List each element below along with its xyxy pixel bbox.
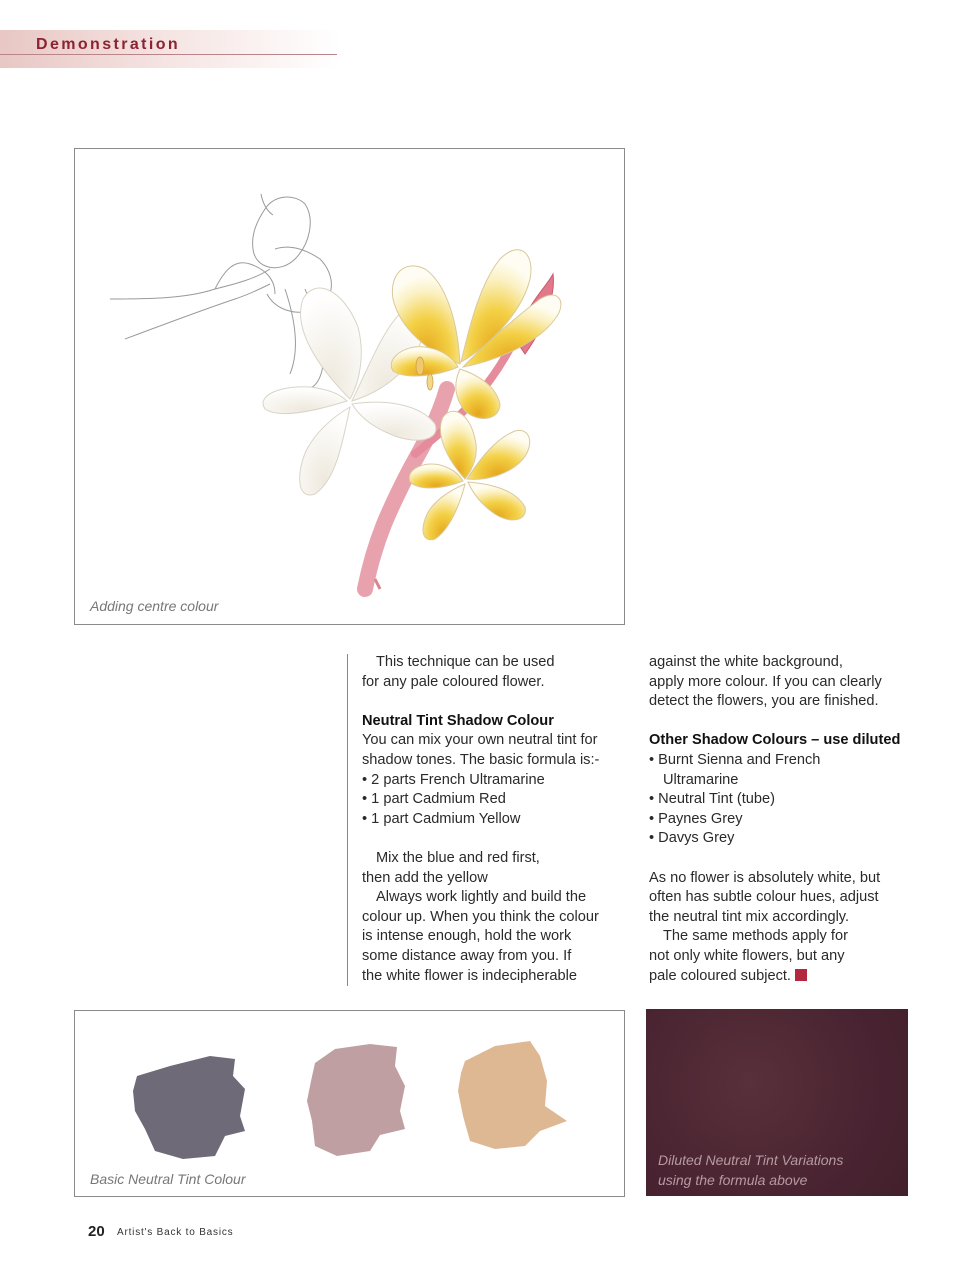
column-divider [347,654,348,986]
section-label: Demonstration [36,36,181,53]
section-header-rule [0,54,337,55]
paragraph-gap [362,692,632,712]
list-item: • Davys Grey [649,830,735,847]
text-column-right [649,653,919,986]
paragraph-line: the neutral tint mix accordingly. [649,908,850,925]
diluted-tint-caption [658,1150,843,1190]
paragraph-line: not only white flowers, but any [649,947,845,964]
subheading-neutral-tint: Neutral Tint Shadow Colour [362,712,554,729]
paragraph-line: is intense enough, hold the work [362,928,572,945]
paragraph-line: then add the yellow [362,869,488,886]
paragraph-line: often has subtle colour hues, adjust [649,889,879,906]
list-item: • 2 parts French Ultramarine [362,771,545,788]
paragraph-gap [649,712,919,732]
paragraph-line: some distance away from you. If [362,947,572,964]
paragraph-line: the white flower is indecipherable [362,967,577,984]
caption-line: using the formula above [658,1172,808,1188]
paragraph-text: pale coloured subject. [649,967,791,984]
page-number: 20 [88,1223,105,1240]
list-item-continuation: Ultramarine [663,771,739,788]
list-item: • Neutral Tint (tube) [649,791,775,808]
paragraph-line: Always work lightly and build the [376,889,587,906]
list-item: • Burnt Sienna and French [649,751,821,768]
paragraph-line: colour up. When you think the colour [362,908,599,925]
top-figure-caption: Adding centre colour [90,598,219,614]
paint-swatches [75,1011,624,1196]
flower-illustration-figure [74,148,625,625]
paragraph-line: As no flower is absolutely white, but [649,869,881,886]
list-item: • Paynes Grey [649,810,743,827]
paragraph-line: This technique can be used [376,654,555,670]
swatches-caption: Basic Neutral Tint Colour [90,1171,246,1187]
swatches-figure [74,1010,625,1197]
swatch-sand [458,1041,567,1149]
paragraph-gap [362,829,632,849]
article-end-mark [795,969,807,981]
publication-title: Artist's Back to Basics [117,1227,234,1238]
paragraph-line: The same methods apply for [663,928,848,945]
paragraph-line: for any pale coloured flower. [362,673,545,690]
text-column-left [362,653,632,986]
swatch-rose [307,1044,405,1156]
paragraph-line: apply more colour. If you can clearly [649,673,882,690]
paragraph-line: You can mix your own neutral tint for [362,732,598,749]
paragraph-line [649,967,919,987]
frangipani-illustration [75,149,624,624]
swatch-neutral-tint [133,1056,245,1159]
list-item: • 1 part Cadmium Yellow [362,810,521,827]
list-item: • 1 part Cadmium Red [362,791,506,808]
paragraph-line: detect the flowers, you are finished. [649,693,879,710]
paragraph-line: against the white background, [649,654,843,670]
paragraph-gap [649,849,919,869]
subheading-other-shadow-colours: Other Shadow Colours – use diluted [649,732,901,749]
caption-line: Diluted Neutral Tint Variations [658,1152,844,1168]
paragraph-line: Mix the blue and red first, [376,849,540,866]
paragraph-line: shadow tones. The basic formula is:- [362,751,600,768]
